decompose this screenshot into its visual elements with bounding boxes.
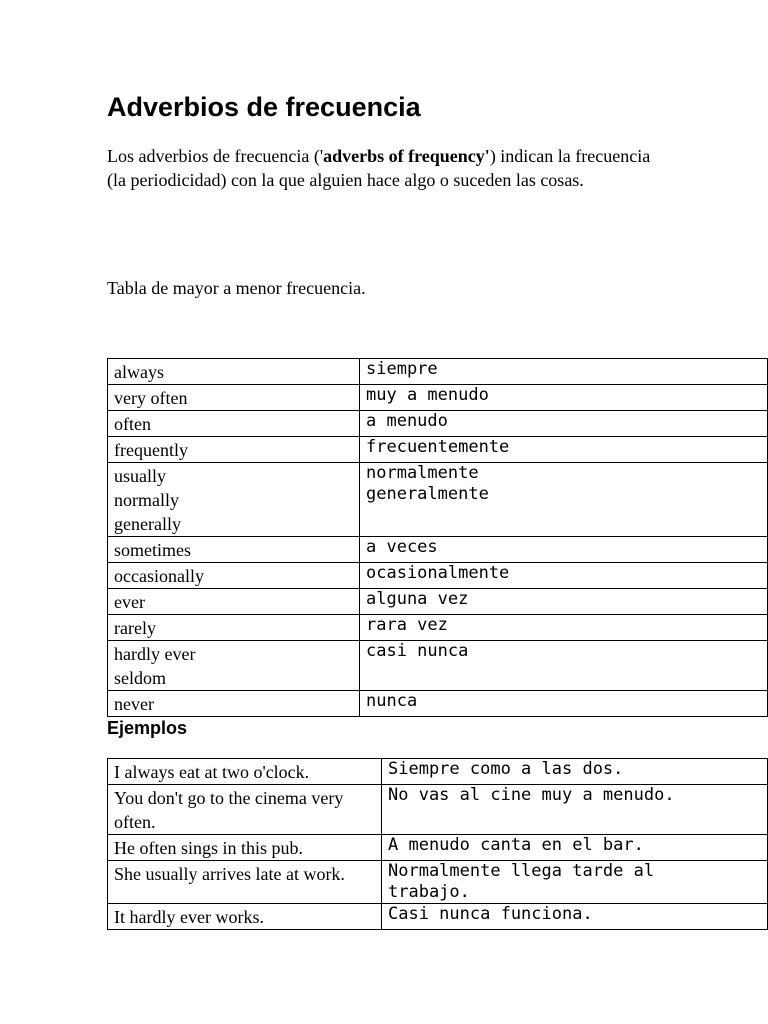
spanish-text: generalmente — [366, 484, 489, 504]
intro-text-before: Los adverbios de frecuencia (' — [107, 146, 324, 166]
example-row — [108, 861, 768, 904]
adverb-row — [108, 641, 768, 691]
adverbs-table — [107, 358, 768, 717]
english-cell — [108, 359, 360, 385]
english-cell — [108, 463, 360, 537]
spanish-text: a menudo — [366, 411, 448, 431]
english-cell — [108, 437, 360, 463]
page-title: Adverbios de frecuencia — [107, 92, 421, 122]
spanish-cell — [382, 835, 768, 861]
english-cell — [108, 904, 382, 930]
english-text: normally — [114, 490, 179, 510]
english-text: She usually arrives late at work. — [114, 864, 345, 884]
english-text: very often — [114, 388, 188, 408]
english-cell — [108, 835, 382, 861]
english-cell — [108, 615, 360, 641]
english-text: hardly ever — [114, 644, 196, 664]
english-text: always — [114, 362, 164, 382]
spanish-text: A menudo canta en el bar. — [388, 835, 644, 855]
spanish-text: ocasionalmente — [366, 563, 510, 583]
adverb-row — [108, 437, 768, 463]
english-text: generally — [114, 514, 181, 534]
example-row — [108, 904, 768, 930]
spanish-cell — [360, 359, 768, 385]
adverb-row — [108, 691, 768, 717]
spanish-text: muy a menudo — [366, 385, 489, 405]
english-text: rarely — [114, 618, 156, 638]
spanish-cell — [360, 537, 768, 563]
spanish-text: casi nunca — [366, 641, 469, 661]
adverb-row — [108, 463, 768, 537]
adverb-row — [108, 589, 768, 615]
english-text: It hardly ever works. — [114, 907, 264, 927]
adverb-row — [108, 537, 768, 563]
english-cell — [108, 411, 360, 437]
spanish-text: trabajo. — [388, 882, 470, 902]
table-caption: Tabla de mayor a menor frecuencia. — [107, 278, 366, 298]
spanish-text: a veces — [366, 537, 438, 557]
spanish-text: rara vez — [366, 615, 448, 635]
examples-table-body — [108, 759, 768, 930]
adverb-row — [108, 359, 768, 385]
spanish-cell — [382, 759, 768, 785]
spanish-cell — [360, 589, 768, 615]
english-text: never — [114, 694, 154, 714]
english-text: usually — [114, 466, 166, 486]
english-text: ever — [114, 592, 145, 612]
spanish-cell — [360, 437, 768, 463]
english-cell — [108, 785, 382, 835]
spanish-text: alguna vez — [366, 589, 469, 609]
adverb-row — [108, 615, 768, 641]
intro-text-after: ) indican la frecuencia (la periodicidad) con la que alguien hace algo o suceden las cosas. — [107, 146, 651, 190]
spanish-cell — [360, 641, 768, 691]
example-row — [108, 835, 768, 861]
english-text: sometimes — [114, 540, 191, 560]
spanish-text: Siempre como a las dos. — [388, 759, 624, 779]
adverb-row — [108, 411, 768, 437]
english-cell — [108, 641, 360, 691]
english-text: I always eat at two o'clock. — [114, 762, 310, 782]
spanish-cell — [360, 463, 768, 537]
english-text: often — [114, 414, 151, 434]
spanish-cell — [360, 563, 768, 589]
english-cell — [108, 861, 382, 904]
spanish-cell — [360, 691, 768, 717]
adverbs-table-body — [108, 359, 768, 717]
examples-table — [107, 758, 768, 930]
spanish-text: Casi nunca funciona. — [388, 904, 593, 924]
english-text: occasionally — [114, 566, 204, 586]
english-text: often. — [114, 812, 156, 832]
english-cell — [108, 385, 360, 411]
spanish-cell — [382, 785, 768, 835]
spanish-cell — [382, 861, 768, 904]
intro-paragraph — [107, 144, 667, 192]
examples-heading: Ejemplos — [107, 718, 188, 738]
english-cell — [108, 563, 360, 589]
english-cell — [108, 537, 360, 563]
adverb-row — [108, 563, 768, 589]
spanish-cell — [360, 615, 768, 641]
english-text: You don't go to the cinema very — [114, 788, 344, 808]
spanish-text: siempre — [366, 359, 438, 379]
english-text: seldom — [114, 668, 166, 688]
example-row — [108, 759, 768, 785]
english-cell — [108, 589, 360, 615]
adverb-row — [108, 385, 768, 411]
spanish-text: nunca — [366, 691, 418, 711]
spanish-cell — [360, 385, 768, 411]
english-text: frequently — [114, 440, 188, 460]
spanish-text: No vas al cine muy a menudo. — [388, 785, 675, 805]
spanish-cell — [382, 904, 768, 930]
spanish-cell — [360, 411, 768, 437]
intro-term-bold: adverbs of frequency' — [323, 146, 490, 166]
spanish-text: frecuentemente — [366, 437, 510, 457]
spanish-text: normalmente — [366, 463, 479, 483]
english-text: He often sings in this pub. — [114, 838, 303, 858]
english-cell — [108, 691, 360, 717]
english-cell — [108, 759, 382, 785]
example-row — [108, 785, 768, 835]
spanish-text: Normalmente llega tarde al — [388, 861, 655, 881]
